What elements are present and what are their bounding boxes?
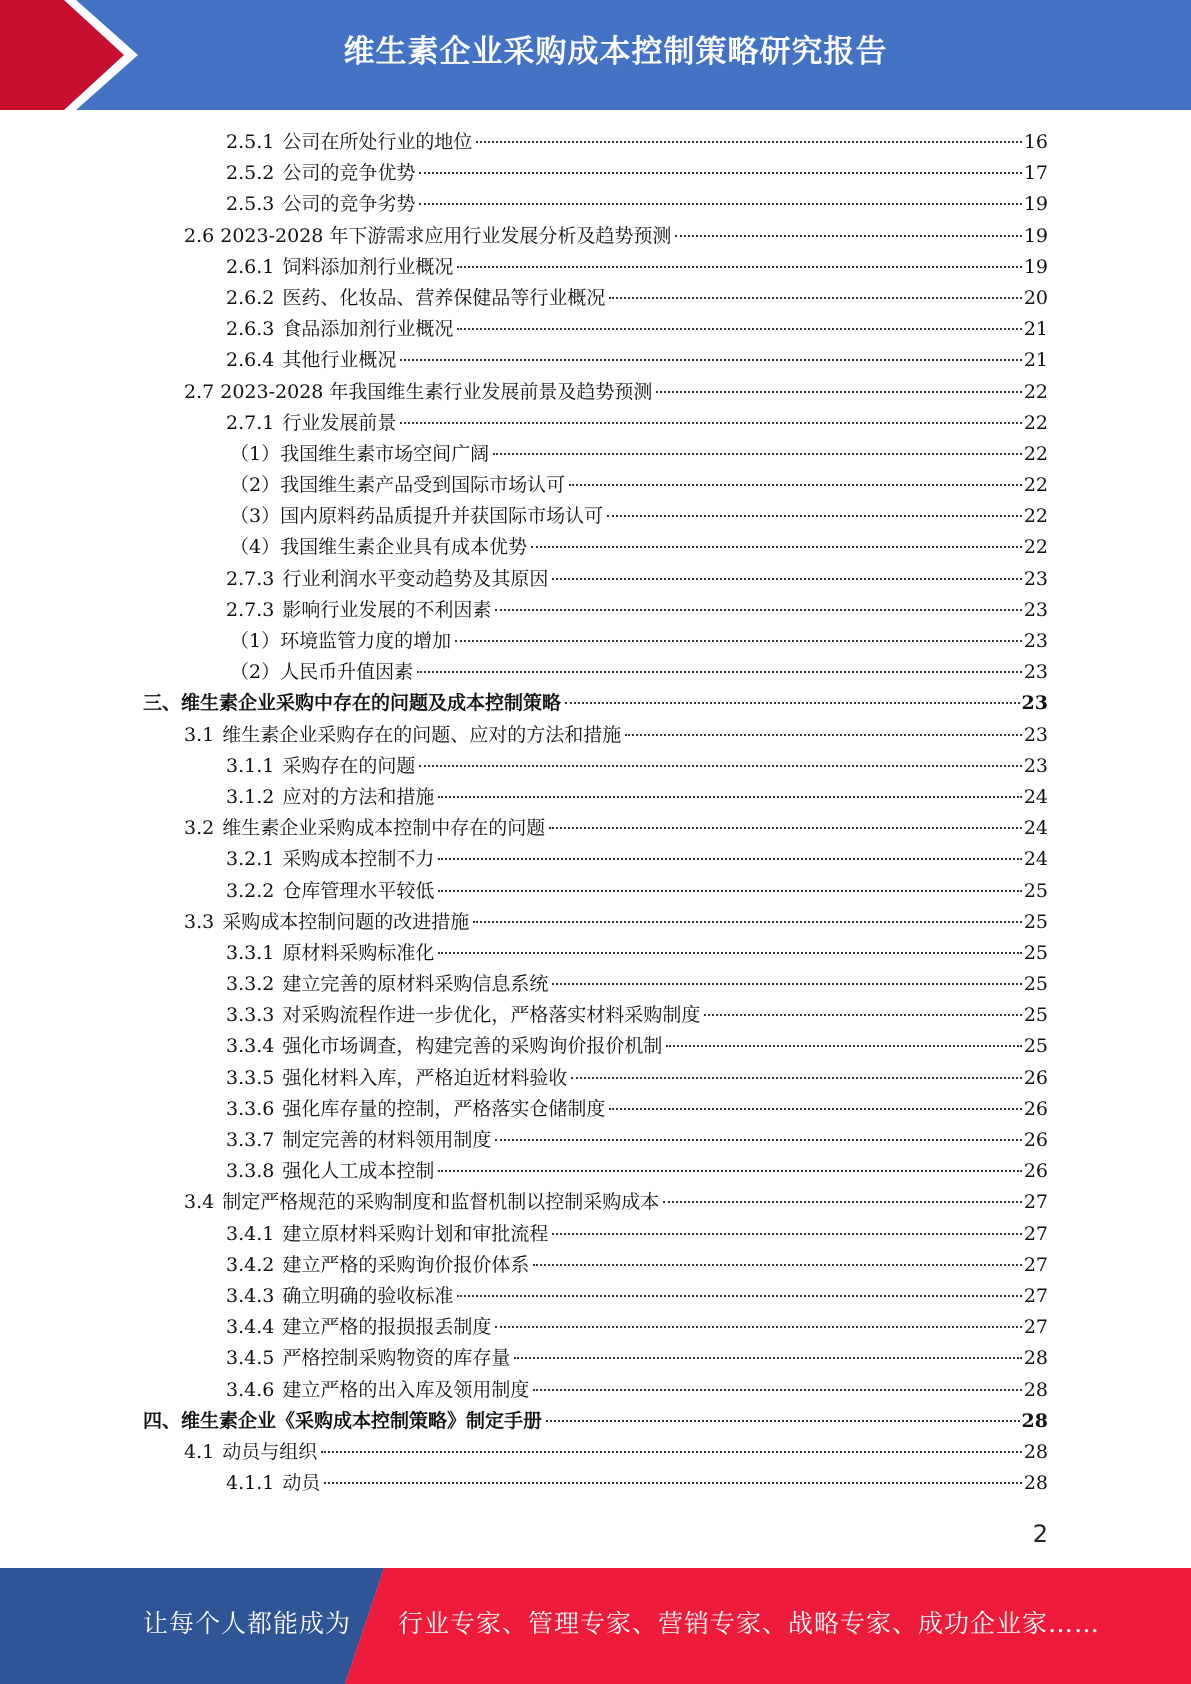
toc-page-number: 26 [1023,1066,1048,1089]
toc-entry-title [226,189,415,220]
toc-entry-number: 3.3 [184,910,215,933]
toc-entry-number: 3.2.1 [226,848,275,871]
toc-entry-title [226,1468,320,1499]
toc-entry[interactable] [226,345,1048,376]
toc-leader-dots [438,890,1021,892]
toc-entry-title [226,751,415,782]
toc-leader-dots [552,578,1021,580]
toc-entry-number: 3.4.1 [226,1222,275,1245]
toc-leader-dots [625,734,1022,736]
toc-entry-title [226,408,396,439]
toc-page-number: 25 [1023,941,1048,964]
toc-entry-title [184,907,469,938]
toc-entry-text: 应对的方法和措施 [282,785,435,808]
toc-entry[interactable] [226,1094,1048,1125]
toc-entry-title [226,844,434,875]
toc-entry-text: （2）人民币升值因素 [230,661,414,684]
toc-entry[interactable] [226,938,1048,969]
toc-entry-number: 3.3.6 [226,1097,275,1120]
toc-entry-text: 建立严格的报损报丢制度 [282,1316,492,1339]
toc-entry-number: 3.1 [184,723,215,746]
toc-entry-number: 2.6.2 [226,286,275,309]
toc-entry-number: 2.7.3 [226,567,275,590]
toc-entry-title [230,532,527,563]
toc-entry-text: 行业发展前景 [282,411,397,434]
toc-entry-text: 三、维生素企业采购中存在的问题及成本控制策略 [143,692,562,715]
toc-leader-dots [552,1233,1021,1235]
footer-slogan-right: 行业专家、管理专家、营销专家、战略专家、成功企业家…… [398,1609,1101,1638]
toc-page-number: 16 [1023,131,1048,153]
toc-leader-dots [438,858,1021,860]
toc-leader-dots [400,422,1021,424]
toc-page-number: 19 [1023,224,1048,247]
toc-entry-number: 3.4.4 [226,1316,275,1339]
toc-entry-title [226,782,434,813]
toc-entry-title [184,1187,659,1218]
toc-entry-title [226,876,434,907]
toc-leader-dots [549,827,1022,829]
toc-entry[interactable] [226,564,1048,595]
toc-leader-dots [533,1389,1021,1391]
toc-page-number: 24 [1023,785,1048,808]
toc-page-number: 23 [1023,754,1048,777]
toc-page-number: 27 [1023,1316,1048,1339]
toc-entry[interactable] [184,1437,1048,1468]
toc-entry[interactable] [230,626,1048,657]
toc-entry-title [184,813,545,844]
toc-entry-number: 3.2 [184,817,215,840]
toc-entry-text: 原材料采购标准化 [282,941,435,964]
toc-entry[interactable] [226,1156,1048,1187]
toc-entry[interactable] [226,1063,1048,1094]
toc-entry-text: （1）环境监管力度的增加 [230,630,452,652]
toc-page-number: 23 [1021,692,1048,715]
toc-entry-title [226,252,453,283]
toc-entry-number: 4.1 [184,1440,215,1463]
toc-entry-number: 2.5.2 [226,162,275,185]
toc-entry[interactable] [143,1406,1048,1437]
toc-entry[interactable] [184,813,1048,844]
toc-entry-text: 对采购流程作进一步优化，严格落实材料采购制度 [282,1004,701,1027]
toc-entry-text: 制定完善的材料领用制度 [282,1129,492,1151]
toc-entry-text: 强化材料入库，严格迫近材料验收 [282,1066,568,1089]
toc-entry-number: 3.3.7 [226,1129,275,1151]
toc-page-number: 22 [1023,442,1048,465]
toc-entry[interactable] [226,252,1048,283]
toc-entry-number: 2.7.1 [226,411,275,434]
toc-page-number: 19 [1023,193,1048,216]
toc-page-number: 26 [1023,1160,1048,1183]
toc-entry-number: 3.1.2 [226,785,275,808]
toc-entry-text: 食品添加剂行业概况 [282,318,454,341]
toc-leader-dots [321,1451,1022,1453]
toc-entry-text: 动员与组织 [222,1440,318,1463]
toc-entry[interactable] [143,688,1048,719]
toc-entry-text: 强化人工成本控制 [282,1160,435,1183]
toc-entry-title [226,158,415,189]
toc-entry[interactable] [230,439,1048,470]
toc-entry-title [230,470,565,501]
toc-entry-text: 建立原材料采购计划和审批流程 [282,1222,549,1245]
toc-entry-number: 2.5.1 [226,131,275,153]
toc-page-number: 23 [1023,567,1048,590]
toc-entry-number: 3.4 [184,1191,215,1214]
toc-entry-title [226,1343,510,1374]
toc-entry[interactable] [230,501,1048,532]
toc-entry-text: 饲料添加剂行业概况 [282,255,454,278]
toc-entry[interactable] [230,657,1048,688]
toc-entry-text: 仓库管理水平较低 [282,879,435,902]
toc-entry-text: 制定严格规范的采购制度和监督机制以控制采购成本 [222,1191,660,1214]
toc-leader-dots [666,1045,1021,1047]
toc-page-number: 27 [1023,1222,1048,1245]
toc-leader-dots [438,1170,1021,1172]
toc-leader-dots [675,235,1021,237]
toc-entry-title [226,1000,700,1031]
toc-page-number: 25 [1023,973,1048,996]
toc-entry-text: 采购存在的问题 [282,754,416,777]
toc-entry-title [226,1063,567,1094]
toc-page-number: 24 [1023,817,1048,840]
toc-leader-dots [609,297,1021,299]
toc-leader-dots [663,1201,1022,1203]
toc-entry-number: 3.1.1 [226,754,275,777]
toc-entry-number: 3.3.2 [226,973,275,996]
toc-leader-dots [569,484,1022,486]
toc-leader-dots [419,172,1021,174]
toc-leader-dots [457,266,1021,268]
toc-page-number: 28 [1023,1347,1048,1370]
toc-entry-text: （1）我国维生素市场空间广阔 [230,442,490,465]
toc-entry-number: 3.4.6 [226,1378,275,1401]
toc-entry-text: 其他行业概况 [282,349,397,372]
toc-entry[interactable] [226,782,1048,813]
toc-page-number: 21 [1023,349,1048,372]
toc-entry-text: 2.7 2023-2028 年我国维生素行业发展前景及趋势预测 [184,380,653,403]
toc-entry-title [184,377,652,408]
toc-entry-title [230,626,451,657]
toc-leader-dots [419,203,1021,205]
toc-entry-text: 采购成本控制不力 [282,848,435,871]
toc-entry-text: 强化市场调查，构建完善的采购询价报价机制 [282,1035,663,1058]
toc-entry-text: 建立完善的原材料采购信息系统 [282,973,549,996]
toc-page-number: 22 [1023,536,1048,559]
toc-entry-number: 2.6.1 [226,255,275,278]
toc-entry-text: 采购成本控制问题的改进措施 [222,910,470,933]
toc-page-number: 28 [1021,1409,1048,1432]
toc-entry-title [226,1281,453,1312]
toc-page-number: 25 [1023,879,1048,902]
toc-page-number: 20 [1023,286,1048,309]
toc-entry[interactable] [226,969,1048,1000]
toc-entry[interactable] [184,377,1048,408]
toc-page-number: 27 [1023,1253,1048,1276]
toc-entry[interactable] [226,1343,1048,1374]
toc-page-number: 22 [1023,505,1048,528]
toc-entry[interactable] [226,844,1048,875]
toc-page-number: 17 [1023,162,1048,185]
toc-entry-number: 3.4.3 [226,1284,275,1307]
page-header [0,0,1191,110]
toc-leader-dots [656,391,1021,393]
toc-entry[interactable] [226,876,1048,907]
toc-leader-dots [546,1420,1020,1422]
toc-leader-dots [531,546,1022,548]
toc-entry-title [226,1219,548,1250]
toc-entry-text: （3）国内原料药品质提升并获国际市场认可 [230,505,604,528]
toc-entry-text: 影响行业发展的不利因素 [282,598,492,621]
toc-page-number: 22 [1023,411,1048,434]
toc-entry[interactable] [226,127,1048,158]
toc-entry-number: 2.7.3 [226,598,275,621]
toc-entry-title [226,127,472,158]
toc-leader-dots [565,702,1020,704]
toc-entry-number: 3.2.2 [226,879,275,902]
toc-entry[interactable] [226,1281,1048,1312]
toc-entry-title [226,1375,529,1406]
toc-entry-title [184,1437,317,1468]
toc-leader-dots [457,328,1021,330]
page-footer [0,1568,1191,1684]
toc-entry[interactable] [230,470,1048,501]
toc-entry-title [184,221,671,252]
toc-entry-text: 动员 [282,1472,321,1495]
toc-entry-text: 医药、化妆品、营养保健品等行业概况 [282,286,606,309]
toc-entry[interactable] [184,221,1048,252]
toc-leader-dots [514,1357,1021,1359]
toc-entry-text: 2.6 2023-2028 年下游需求应用行业发展分析及趋势预测 [184,224,672,247]
toc-entry-number: 3.3.1 [226,941,275,964]
toc-entry-text: 强化库存量的控制，严格落实仓储制度 [282,1097,606,1120]
toc-leader-dots [495,1139,1021,1141]
toc-entry-title [226,283,605,314]
toc-leader-dots [552,983,1021,985]
toc-entry-title [143,688,561,719]
toc-entry[interactable] [226,314,1048,345]
toc-entry-number: 3.4.2 [226,1253,275,1276]
toc-leader-dots [493,453,1022,455]
toc-leader-dots [533,1264,1021,1266]
toc-page-number: 28 [1023,1378,1048,1401]
footer-slogan-left: 让每个人都能成为 [143,1609,352,1638]
toc-entry[interactable] [226,1250,1048,1281]
toc-leader-dots [476,141,1021,143]
toc-entry-number: 2.6.3 [226,318,275,341]
toc-leader-dots [417,671,1022,673]
toc-entry[interactable] [226,1031,1048,1062]
toc-leader-dots [495,609,1021,611]
toc-entry-text: 公司的竞争劣势 [282,193,416,216]
toc-entry-title [226,564,548,595]
toc-entry[interactable] [226,751,1048,782]
toc-page-number: 23 [1023,598,1048,621]
toc-page-number: 21 [1023,318,1048,341]
toc-entry[interactable] [226,1468,1048,1499]
toc-entry-title [226,595,491,626]
toc-entry-text: 确立明确的验收标准 [282,1284,454,1307]
toc-leader-dots [495,1326,1021,1328]
toc-entry-number: 3.4.5 [226,1347,275,1370]
header-red-chevron [0,0,150,110]
toc-page-number: 26 [1023,1129,1048,1151]
toc-page-number: 25 [1023,1035,1048,1058]
toc-entry-number: 2.6.4 [226,349,275,372]
toc-entry-title [226,938,434,969]
toc-leader-dots [609,1108,1021,1110]
toc-page-number: 23 [1023,723,1048,746]
toc-entry-title [226,1031,662,1062]
toc-leader-dots [400,359,1021,361]
toc-entry-number: 3.3.8 [226,1160,275,1183]
toc-entry-title [226,969,548,1000]
toc-entry-title [184,720,621,751]
toc-entry-title [226,314,453,345]
toc-entry[interactable] [226,283,1048,314]
toc-leader-dots [438,796,1021,798]
toc-leader-dots [607,515,1022,517]
toc-entry[interactable] [230,532,1048,563]
toc-entry-text: 维生素企业采购存在的问题、应对的方法和措施 [222,723,622,746]
toc-entry-title [226,345,396,376]
toc-entry-number: 3.3.3 [226,1004,275,1027]
toc-leader-dots [571,1077,1021,1079]
toc-entry[interactable] [226,1312,1048,1343]
toc-entry[interactable] [226,1219,1048,1250]
toc-page-number: 24 [1023,848,1048,871]
toc-entry-title [230,657,413,688]
toc-entry-text: 公司的竞争优势 [282,162,416,185]
toc-page-number: 28 [1023,1440,1048,1463]
toc-entry-text: （2）我国维生素产品受到国际市场认可 [230,474,566,497]
toc-entry[interactable] [226,408,1048,439]
toc-page-number: 26 [1023,1097,1048,1120]
toc-leader-dots [324,1482,1021,1484]
toc-entry[interactable] [226,158,1048,189]
toc-leader-dots [704,1014,1021,1016]
toc-leader-dots [473,921,1022,923]
toc-entry[interactable] [184,907,1048,938]
toc-entry-title [226,1156,434,1187]
report-title: 维生素企业采购成本控制策略研究报告 [343,34,888,70]
toc-page-number: 22 [1023,380,1048,403]
toc-entry-title [230,439,489,470]
toc-entry[interactable] [226,1375,1048,1406]
toc-entry-title [226,1094,605,1125]
toc-page-number: 22 [1023,474,1048,497]
toc-leader-dots [438,952,1021,954]
toc-page-number: 23 [1023,661,1048,684]
table-of-contents [0,127,1191,1499]
toc-entry[interactable] [226,1125,1048,1156]
toc-entry-text: 四、维生素企业《采购成本控制策略》制定手册 [143,1409,543,1432]
toc-entry-number: 4.1.1 [226,1472,275,1495]
toc-leader-dots [457,1295,1021,1297]
toc-entry[interactable] [226,189,1048,220]
toc-entry-text: 维生素企业采购成本控制中存在的问题 [222,817,546,840]
toc-entry-title [230,501,603,532]
toc-entry[interactable] [226,1000,1048,1031]
toc-page-number: 27 [1023,1191,1048,1214]
toc-entry[interactable] [226,595,1048,626]
toc-entry-title [226,1312,491,1343]
toc-page-number: 19 [1023,255,1048,278]
toc-entry-text: 公司在所处行业的地位 [282,131,473,153]
toc-page-number: 23 [1023,630,1048,652]
toc-page-number: 25 [1023,1004,1048,1027]
toc-page-number: 27 [1023,1284,1048,1307]
toc-entry-number: 2.5.3 [226,193,275,216]
toc-leader-dots [455,640,1022,642]
toc-entry-text: 建立严格的采购询价报价体系 [282,1253,530,1276]
toc-page-number: 28 [1023,1472,1048,1495]
toc-entry-title [226,1125,491,1156]
toc-entry-text: 严格控制采购物资的库存量 [282,1347,511,1370]
toc-leader-dots [419,765,1021,767]
page-number: 2 [1032,1520,1048,1548]
toc-entry-title [143,1406,542,1437]
toc-entry[interactable] [184,720,1048,751]
toc-entry-title [226,1250,529,1281]
toc-entry-number: 3.3.4 [226,1035,275,1058]
toc-page-number: 25 [1023,910,1048,933]
toc-entry-text: 建立严格的出入库及领用制度 [282,1378,530,1401]
toc-entry[interactable] [184,1187,1048,1218]
toc-entry-text: 行业利润水平变动趋势及其原因 [282,567,549,590]
toc-entry-text: （4）我国维生素企业具有成本优势 [230,536,528,559]
toc-entry-number: 3.3.5 [226,1066,275,1089]
